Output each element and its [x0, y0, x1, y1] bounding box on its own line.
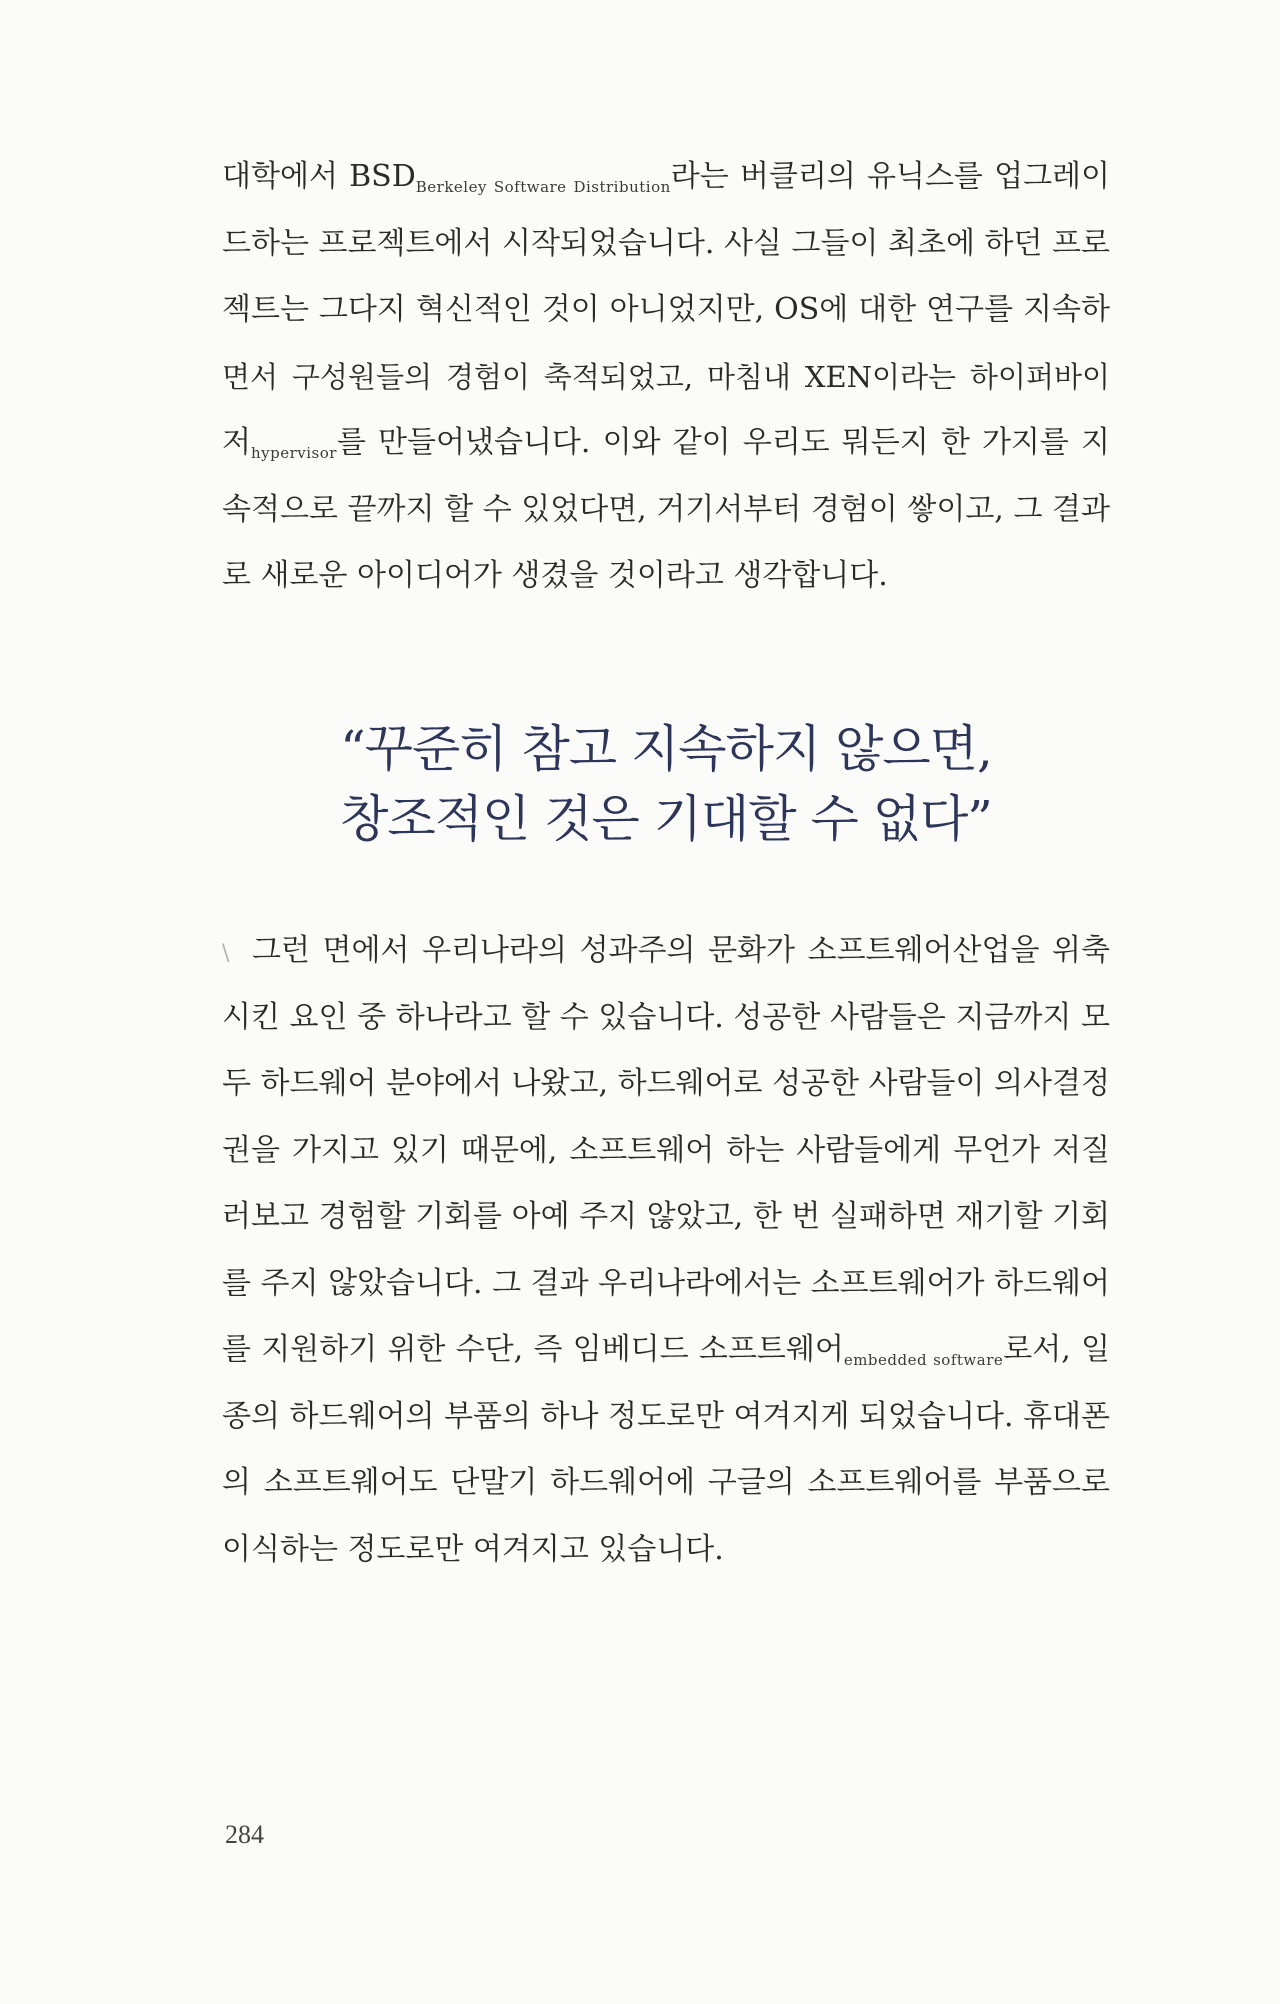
text-line: 면서 구성원들의 경험이 축적되었고, 마침내 XEN이라는 하이퍼바이 [222, 359, 1110, 394]
text-line: 권을 가지고 있기 때문에, 소프트웨어 하는 사람들에게 무언가 저질 [222, 1132, 1110, 1168]
text-line: 를 주지 않았습니다. 그 결과 우리나라에서는 소프트웨어가 하드웨어 [222, 1265, 1110, 1301]
text-line [222, 1317, 1110, 1384]
text-line: 이식하는 정도로만 여겨지고 있습니다. [222, 1531, 724, 1567]
text-line: 젝트는 그다지 혁신적인 것이 아니었지만, OS에 대한 연구를 지속하 [222, 292, 1110, 327]
pull-quote [222, 714, 1110, 854]
pull-quote-line: 창조적인 것은 기대할 수 없다” [340, 790, 992, 848]
text-segment: 저 [222, 425, 251, 460]
text-segment: 대학에서 BSD [222, 159, 416, 194]
text-segment: 라는 버클리의 유닉스를 업그레이 [670, 159, 1111, 194]
text-line: 의 소프트웨어도 단말기 하드웨어에 구글의 소프트웨어를 부품으로 [222, 1465, 1110, 1500]
text-line: 시킨 요인 중 하나라고 할 수 있습니다. 성공한 사람들은 지금까지 모 [222, 999, 1110, 1035]
text-line: 속적으로 끝까지 할 수 있었다면, 거기서부터 경험이 쌓이고, 그 결과 [222, 491, 1110, 527]
gloss-annotation: hypervisor [250, 444, 337, 462]
text-line: 두 하드웨어 분야에서 나왔고, 하드웨어로 성공한 사람들이 의사결정 [222, 1066, 1110, 1101]
text-segment: 그런 면에서 우리나라의 성과주의 문화가 소프트웨어산업을 위축 [252, 933, 1110, 968]
page-number: 284 [225, 1820, 264, 1849]
gloss-annotation: embedded software [843, 1351, 1004, 1369]
indent-mark-icon: \ [222, 941, 230, 966]
text-segment: 로서, 일 [1003, 1332, 1111, 1367]
paragraph-software-industry [222, 918, 1110, 1583]
text-line: 드하는 프로젝트에서 시작되었습니다. 사실 그들이 최초에 하던 프로 [222, 225, 1110, 261]
text-segment: 를 만들어냈습니다. 이와 같이 우리도 뭐든지 한 가지를 지 [336, 425, 1110, 460]
pull-quote-line: “꾸준히 참고 지속하지 않으면, [340, 720, 992, 778]
text-line: 로 새로운 아이디어가 생겼을 것이라고 생각합니다. [222, 558, 888, 593]
gloss-annotation: Berkeley Software Distribution [415, 178, 671, 196]
text-line: 종의 하드웨어의 부품의 하나 정도로만 여겨지게 되었습니다. 휴대폰 [222, 1398, 1110, 1434]
text-line [222, 144, 1110, 211]
text-line: 러보고 경험할 기회를 아예 주지 않았고, 한 번 실패하면 재기할 기회 [222, 1199, 1110, 1234]
text-line [222, 918, 1110, 985]
text-segment: 를 지원하기 위한 수단, 즉 임베디드 소프트웨어 [222, 1332, 844, 1367]
paragraph-bsd-xen [222, 144, 1110, 610]
text-line [222, 410, 1110, 477]
